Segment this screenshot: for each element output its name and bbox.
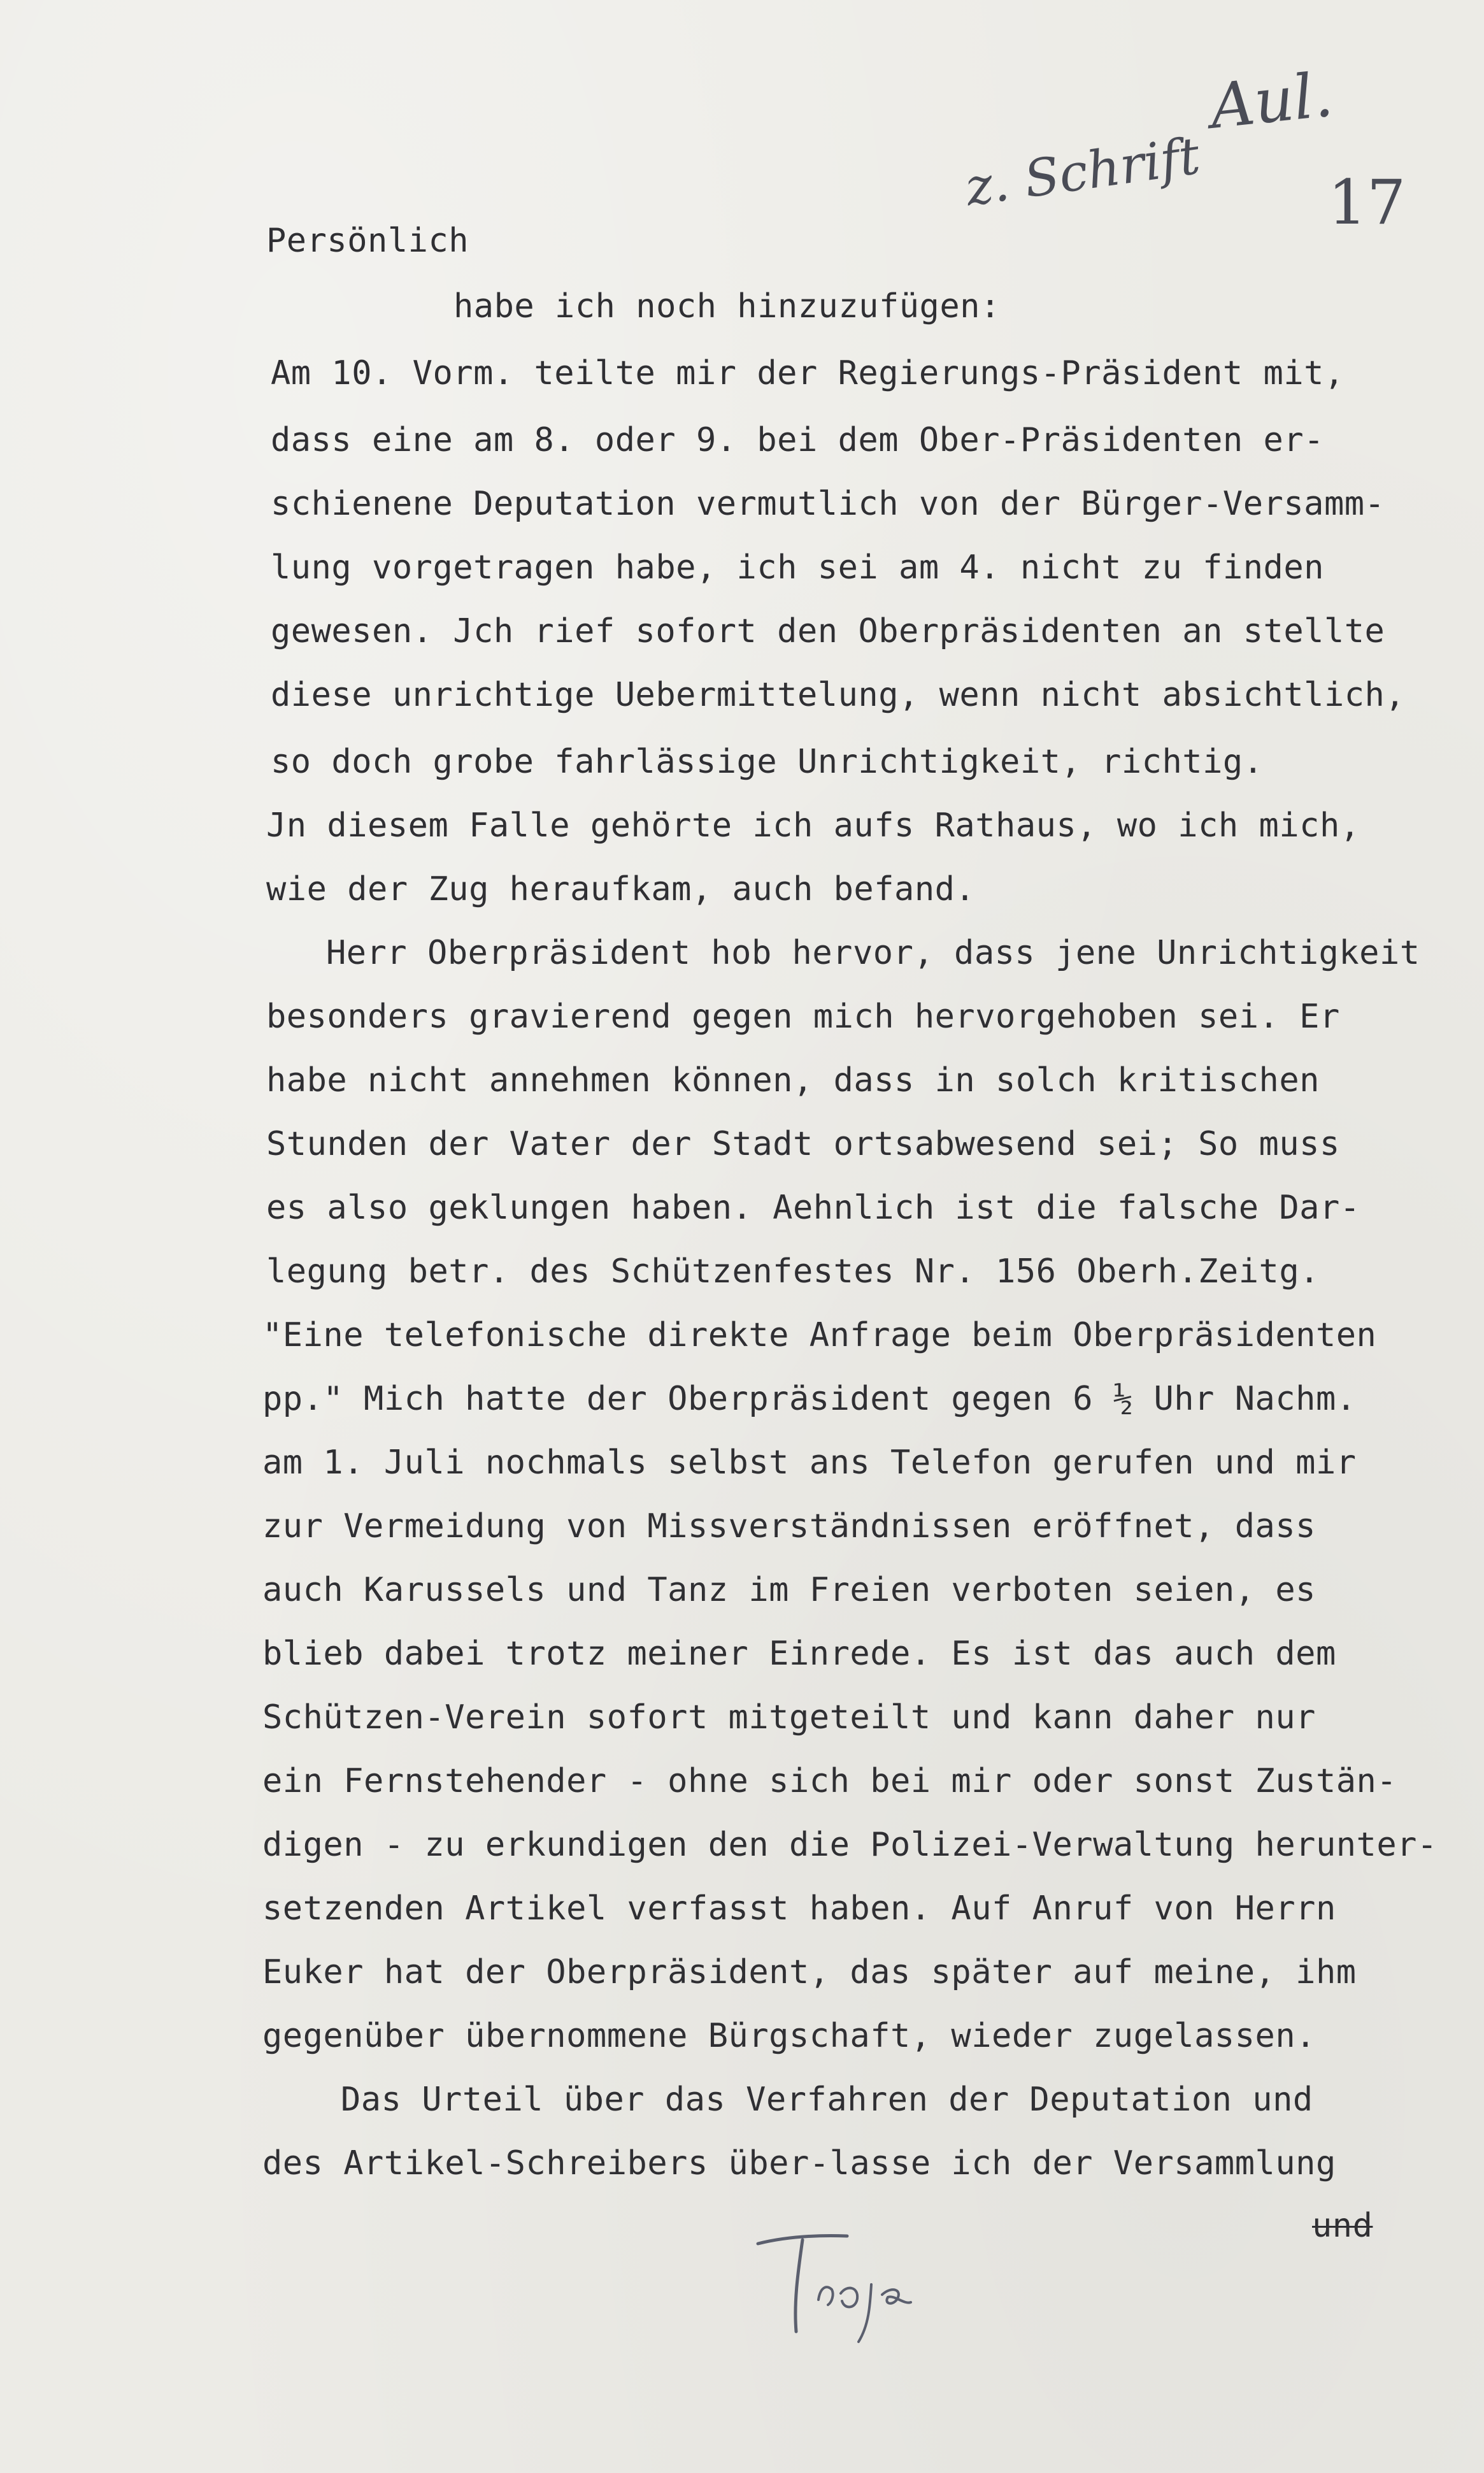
text-line-25: digen - zu erkundigen den die Polizei-Verwaltung herunter- — [262, 1826, 1438, 1864]
text-line-7: diese unrichtige Uebermittelung, wenn nicht absichtlich, — [271, 676, 1406, 714]
text-line-26: setzenden Artikel verfasst haben. Auf Anruf von Herrn — [262, 1889, 1336, 1928]
text-line-15: es also geklungen haben. Aehnlich ist die falsche Dar- — [266, 1189, 1360, 1227]
text-line-16: legung betr. des Schützenfestes Nr. 156 Oberh.Zeitg. — [266, 1252, 1320, 1291]
annotation-top-right: Aul. — [1206, 59, 1336, 143]
text-line-27: Euker hat der Oberpräsident, das später auf meine, ihm — [262, 1953, 1357, 1991]
heading: Persönlich — [266, 222, 469, 260]
text-line-18: pp." Mich hatte der Oberpräsident gegen 6 ½ Uhr Nachm. — [262, 1380, 1357, 1418]
text-line-28: gegenüber übernommene Bürgschaft, wieder zugelassen. — [262, 2017, 1316, 2055]
text-line-10: wie der Zug heraufkam, auch befand. — [266, 870, 976, 908]
text-line-5: lung vorgetragen habe, ich sei am 4. nicht zu finden — [271, 548, 1324, 587]
text-line-1: habe ich noch hinzuzufügen: — [453, 287, 1001, 326]
page-number: 17 — [1328, 167, 1406, 238]
text-line-22: blieb dabei trotz meiner Einrede. Es ist das auch dem — [262, 1635, 1336, 1673]
text-line-17: "Eine telefonische direkte Anfrage beim Oberpräsidenten — [262, 1316, 1377, 1354]
text-line-21: auch Karussels und Tanz im Freien verboten seien, es — [262, 1571, 1316, 1609]
text-line-6: gewesen. Jch rief sofort den Oberpräsidenten an stellte — [271, 612, 1385, 650]
text-line-8: so doch grobe fahrlässige Unrichtigkeit, richtig. — [271, 743, 1264, 781]
text-line-12: besonders gravierend gegen mich hervorgehoben sei. Er — [266, 998, 1340, 1036]
text-line-9: Jn diesem Falle gehörte ich aufs Rathaus, wo ich mich, — [266, 806, 1360, 845]
signature — [752, 2223, 917, 2351]
text-line-13: habe nicht annehmen können, dass in solch kritischen — [266, 1061, 1320, 1100]
text-line-30: des Artikel-Schreibers über-lasse ich der Versammlung — [262, 2144, 1336, 2183]
annotation-top-middle: z. Schrift — [962, 125, 1204, 218]
text-line-23: Schützen-Verein sofort mitgeteilt und kann daher nur — [262, 1698, 1316, 1737]
text-line-20: zur Vermeidung von Missverständnissen eröffnet, dass — [262, 1507, 1316, 1545]
text-line-29: Das Urteil über das Verfahren der Deputation und — [341, 2081, 1313, 2119]
text-line-19: am 1. Juli nochmals selbst ans Telefon gerufen und mir — [262, 1444, 1357, 1482]
text-line-4: schienene Deputation vermutlich von der Bürger-Versamm- — [271, 485, 1385, 523]
text-line-2: Am 10. Vorm. teilte mir der Regierungs-Präsident mit, — [271, 354, 1345, 392]
text-line-3: dass eine am 8. oder 9. bei dem Ober-Präsidenten er- — [271, 421, 1324, 459]
text-line-11: Herr Oberpräsident hob hervor, dass jene Unrichtigkeit — [326, 934, 1420, 972]
text-line-24: ein Fernstehender - ohne sich bei mir oder sonst Zustän- — [262, 1762, 1397, 1800]
struck-word: und — [1312, 2207, 1373, 2245]
text-line-14: Stunden der Vater der Stadt ortsabwesend sei; So muss — [266, 1125, 1340, 1163]
